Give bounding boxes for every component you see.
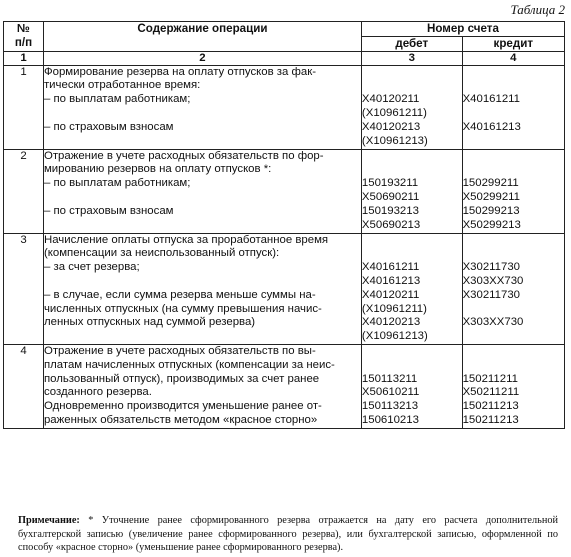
- table-row: [4, 344, 565, 428]
- operation-cell-line: – по страховым взносам: [43, 204, 174, 217]
- operation-cell-line: – в случае, если сумма резерва меньше суммы на-: [43, 288, 316, 301]
- debit-cell: [361, 233, 462, 344]
- debit-cell-line: [362, 234, 462, 248]
- operation-cell-line: – за счет резерва;: [43, 261, 140, 274]
- footnote-label: Примечание:: [18, 515, 80, 526]
- operation-cell: [43, 65, 361, 149]
- column-number: 2: [43, 51, 361, 65]
- footnote: [18, 514, 558, 555]
- operation-cell-line: Отражение в учете расходных обязательств по фор-: [43, 149, 324, 162]
- debit-cell-line: [362, 79, 462, 93]
- credit-cell-line: X40161211: [462, 93, 521, 106]
- debit-cell-line: X40120211: [361, 93, 420, 106]
- debit-cell-line: 150193213: [361, 204, 419, 217]
- header-operation: Содержание операции: [43, 22, 361, 52]
- operation-cell-line: тически отработанное время:: [43, 79, 201, 92]
- credit-cell-line: X303XX730: [462, 274, 524, 287]
- debit-cell: [361, 149, 462, 233]
- credit-cell-line: 150211211: [462, 372, 518, 385]
- credit-cell-line: [463, 247, 564, 261]
- operation-cell-line: – по страховым взносам: [43, 120, 174, 133]
- operation-cell-line: Начисление оплаты отпуска за проработанное время: [43, 233, 329, 246]
- debit-cell: [361, 65, 462, 149]
- credit-cell-line: [463, 66, 564, 80]
- operation-cell-line: [44, 107, 361, 121]
- header-credit: кредит: [462, 36, 564, 51]
- operation-cell-line: Отражение в учете расходных обязательств по вы-: [43, 344, 316, 357]
- credit-cell-line: [463, 163, 564, 177]
- accounting-table: [3, 21, 565, 429]
- table-row: [4, 65, 565, 149]
- debit-cell-line: [362, 359, 462, 373]
- credit-cell-line: 150299213: [462, 204, 520, 217]
- debit-cell-line: X40161211: [361, 261, 420, 274]
- operation-cell-line: численных отпускных (на сумму превышения начис-: [43, 302, 322, 315]
- operation-cell-line: [44, 275, 361, 289]
- credit-cell-line: [463, 135, 564, 149]
- credit-cell-line: [463, 345, 564, 359]
- credit-cell-line: [463, 79, 564, 93]
- operation-cell-line: Формирование резерва на оплату отпусков за фак-: [43, 65, 317, 78]
- header-debit: дебет: [361, 36, 462, 51]
- header-number: [4, 22, 44, 52]
- credit-cell-line: X50299213: [462, 218, 521, 231]
- row-number: 2: [4, 149, 44, 233]
- debit-cell-line: 150113213: [361, 400, 419, 413]
- table-row: [4, 149, 565, 233]
- header-number-line2: п/п: [14, 36, 33, 49]
- debit-cell-line: [362, 66, 462, 80]
- row-number: 1: [4, 65, 44, 149]
- credit-cell-line: 150211213: [462, 413, 519, 426]
- debit-cell-line: X40120213: [361, 316, 421, 329]
- column-number-row: [4, 51, 565, 65]
- credit-cell-line: [463, 359, 564, 373]
- operation-cell-line: раженных обязательств методом «красное сторно»: [43, 413, 318, 426]
- credit-cell: [462, 344, 564, 428]
- operation-cell-line: мированию резервов на оплату отпусков *:: [43, 163, 272, 176]
- table-row: [4, 233, 565, 344]
- debit-cell: [361, 344, 462, 428]
- debit-cell-line: X50690213: [361, 218, 421, 231]
- column-number: 4: [462, 51, 564, 65]
- debit-cell-line: (X10961211): [361, 302, 427, 315]
- debit-cell-line: (X10961213): [361, 330, 428, 343]
- debit-cell-line: [362, 345, 462, 359]
- debit-cell-line: (X10961211): [361, 106, 427, 119]
- debit-cell-line: [362, 163, 462, 177]
- debit-cell-line: 150610213: [361, 413, 419, 426]
- credit-cell: [462, 65, 564, 149]
- operation-cell-line: пользованный отпуск), производимых за счет ранее: [43, 372, 320, 385]
- credit-cell-line: [463, 234, 564, 248]
- credit-cell-line: X30211730: [462, 261, 521, 274]
- credit-cell-line: X30211730: [462, 288, 521, 301]
- debit-cell-line: X50690211: [361, 190, 420, 203]
- debit-cell-line: 150193211: [361, 177, 419, 190]
- debit-cell-line: 150113211: [361, 372, 418, 385]
- credit-cell: [462, 149, 564, 233]
- operation-cell-line: – по выплатам работникам;: [43, 93, 191, 106]
- header-account: Номер счета: [361, 22, 564, 37]
- table-caption: Таблица 2: [510, 2, 565, 17]
- row-number: 4: [4, 344, 44, 428]
- debit-cell-line: X40161213: [361, 274, 421, 287]
- credit-cell-line: X50211211: [462, 386, 520, 399]
- operation-cell-line: [44, 191, 361, 205]
- footnote-text: * Уточнение ранее сформированного резерва отражается на дату его расчета дополнительной бухгалтерской записью (увеличение ранее сформированного резерва), или бухгалтерской записью, оформленной по способу «красное сторно» (уменьшение ранее сформированного резерва).: [18, 515, 558, 554]
- operation-cell-line: (компенсации за неиспользованный отпуск):: [43, 247, 280, 260]
- debit-cell-line: [362, 150, 462, 164]
- header-row: [4, 22, 565, 37]
- column-number: 3: [361, 51, 462, 65]
- credit-cell-line: [463, 150, 564, 164]
- debit-cell-line: (X10961213): [361, 134, 428, 147]
- debit-cell-line: X40120213: [361, 120, 421, 133]
- debit-cell-line: X50610211: [361, 386, 420, 399]
- operation-cell-line: ленных отпускных над суммой резерва): [43, 316, 256, 329]
- credit-cell-line: X303XX730: [462, 316, 524, 329]
- debit-cell-line: [362, 247, 462, 261]
- row-number: 3: [4, 233, 44, 344]
- operation-cell-line: Одновременно производится уменьшение ранее от-: [43, 400, 322, 413]
- credit-cell: [462, 233, 564, 344]
- credit-cell-line: X50299211: [462, 190, 521, 203]
- operation-cell-line: созданного резерва.: [43, 386, 152, 399]
- credit-cell-line: X40161213: [462, 120, 521, 133]
- operation-cell: [43, 233, 361, 344]
- credit-cell-line: [463, 107, 564, 121]
- debit-cell-line: X40120211: [361, 288, 420, 301]
- credit-cell-line: 150299211: [462, 177, 519, 190]
- operation-cell-line: – по выплатам работникам;: [43, 177, 191, 190]
- credit-cell-line: [463, 330, 564, 344]
- operation-cell: [43, 344, 361, 428]
- header-number-line1: №: [17, 22, 30, 35]
- column-number: 1: [4, 51, 44, 65]
- credit-cell-line: [463, 303, 564, 317]
- operation-cell: [43, 149, 361, 233]
- operation-cell-line: платам начисленных отпускных (компенсации за неис-: [43, 358, 335, 371]
- credit-cell-line: 150211213: [462, 400, 519, 413]
